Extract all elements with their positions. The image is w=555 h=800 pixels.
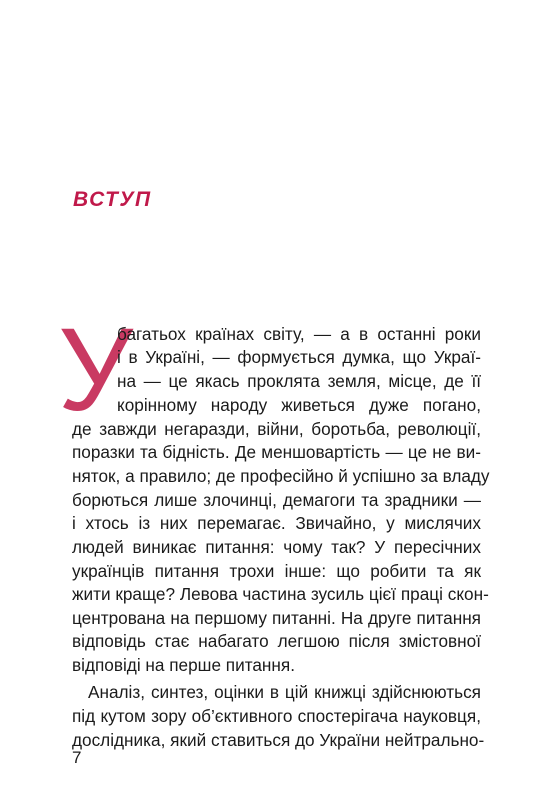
text-line: дослідника, який ставиться до України нейтрально-	[72, 730, 485, 750]
text-line: відповіді на перше питання.	[72, 655, 296, 675]
page-number: 7	[72, 748, 82, 767]
text-line: українців питання трохи інше: що робити та як	[72, 561, 481, 581]
text-line: поразки та бідність. Де меншовартість — це не ви-	[72, 442, 481, 462]
text-line: і в Україні, — формується думка, що Украї-	[117, 347, 481, 367]
text-line: багатьох країнах світу, — а в останні роки	[117, 324, 481, 344]
text-line: і хтось із них перемагає. Звичайно, у мислячих	[72, 513, 481, 533]
text-line: няток, а правило; де професійно й успішно за владу	[72, 466, 490, 486]
text-line: під кутом зору об’єктивного спостерігача науковця,	[72, 706, 481, 726]
text-line: жити краще? Левова частина зусиль цієї праці скон-	[72, 584, 489, 604]
text-line: на — це якась проклята земля, місце, де її	[117, 371, 481, 391]
drop-cap: У	[58, 304, 133, 436]
text-line: корінному народу живеться дуже погано,	[117, 395, 481, 415]
text-line: людей виникає питання: чому так? У пересічних	[72, 537, 481, 557]
text-line: Аналіз, синтез, оцінки в цій книжці здійснюються	[88, 682, 481, 702]
text-line: відповідь стає набагато легшою після змістовної	[72, 631, 481, 651]
text-line: центрована на першому питанні. На друге питання	[72, 608, 481, 628]
text-line: де завжди негаразди, війни, боротьба, революції,	[72, 419, 481, 439]
text-line: борються лише злочинці, демагоги та зрадники —	[72, 490, 481, 510]
section-title: ВСТУП	[73, 188, 152, 211]
